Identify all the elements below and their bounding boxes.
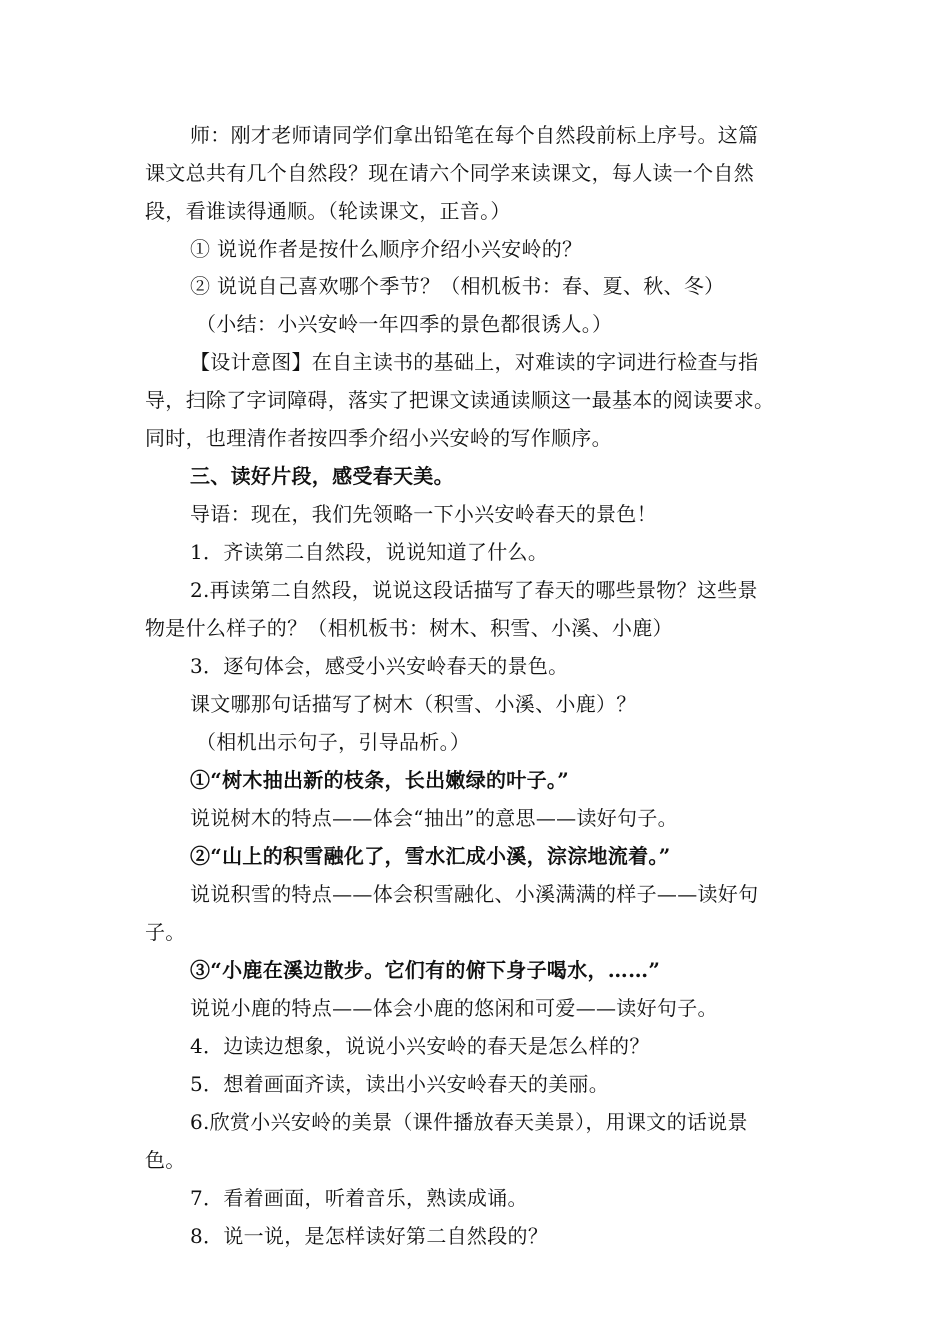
- section-heading: 三、读好片段，感受春天美。: [190, 464, 454, 488]
- paragraph-line: 说说积雪的特点——体会积雪融化、小溪满满的样子——读好句: [190, 882, 759, 906]
- step-line: 3．逐句体会，感受小兴安岭春天的景色。: [190, 654, 569, 678]
- question-line: ① 说说作者是按什么顺序介绍小兴安岭的？: [190, 237, 583, 261]
- paragraph-line: 课文总共有几个自然段？现在请六个同学来读课文，每人读一个自然: [145, 161, 754, 185]
- summary-line: （小结：小兴安岭一年四季的景色都很诱人。）: [196, 312, 613, 336]
- step-line: 2.再读第二自然段，说说这段话描写了春天的哪些景物？这些景: [190, 578, 758, 602]
- paragraph-line: 课文哪那句话描写了树木（积雪、小溪、小鹿）？: [190, 692, 637, 716]
- step-line: 色。: [145, 1148, 186, 1172]
- design-intent-line: 【设计意图】在自主读书的基础上，对难读的字词进行检查与指: [190, 350, 759, 374]
- step-line: 7．看着画面，听着音乐，熟读成诵。: [190, 1186, 528, 1210]
- design-intent-line: 导，扫除了字词障碍，落实了把课文读通读顺这一最基本的阅读要求。: [145, 388, 775, 412]
- paragraph-line: 导语：现在，我们先领略一下小兴安岭春天的景色！: [190, 502, 657, 526]
- question-line: ② 说说自己喜欢哪个季节？（相机板书：春、夏、秋、冬）: [190, 274, 725, 298]
- step-line: 1．齐读第二自然段，说说知道了什么。: [190, 540, 549, 564]
- paragraph-line: 师：刚才老师请同学们拿出铅笔在每个自然段前标上序号。这篇: [190, 123, 759, 147]
- paragraph-line: 说说小鹿的特点——体会小鹿的悠闲和可爱——读好句子。: [190, 996, 718, 1020]
- paragraph-line: 段，看谁读得通顺。（轮读课文，正音。）: [145, 199, 511, 223]
- step-line: 6.欣赏小兴安岭的美景（课件播放春天美景），用课文的话说景: [190, 1110, 748, 1134]
- step-line: 8．说一说，是怎样读好第二自然段的？: [190, 1224, 549, 1248]
- paragraph-line: 说说树木的特点——体会“抽出”的意思——读好句子。: [190, 806, 678, 830]
- step-line: 4．边读边想象，说说小兴安岭的春天是怎么样的？: [190, 1034, 650, 1058]
- step-line: 物是什么样子的？（相机板书：树木、积雪、小溪、小鹿）: [145, 616, 673, 640]
- paragraph-line: 子。: [145, 920, 186, 944]
- quoted-sentence: ③“小鹿在溪边散步。它们有的俯下身子喝水，……”: [190, 958, 661, 982]
- step-line: 5．想着画面齐读，读出小兴安岭春天的美丽。: [190, 1072, 610, 1096]
- quoted-sentence: ①“树木抽出新的枝条，长出嫩绿的叶子。”: [190, 768, 570, 792]
- paragraph-line: （相机出示句子，引导品析。）: [196, 730, 471, 754]
- design-intent-line: 同时，也理清作者按四季介绍小兴安岭的写作顺序。: [145, 426, 612, 450]
- quoted-sentence: ②“山上的积雪融化了，雪水汇成小溪，淙淙地流着。”: [190, 844, 671, 868]
